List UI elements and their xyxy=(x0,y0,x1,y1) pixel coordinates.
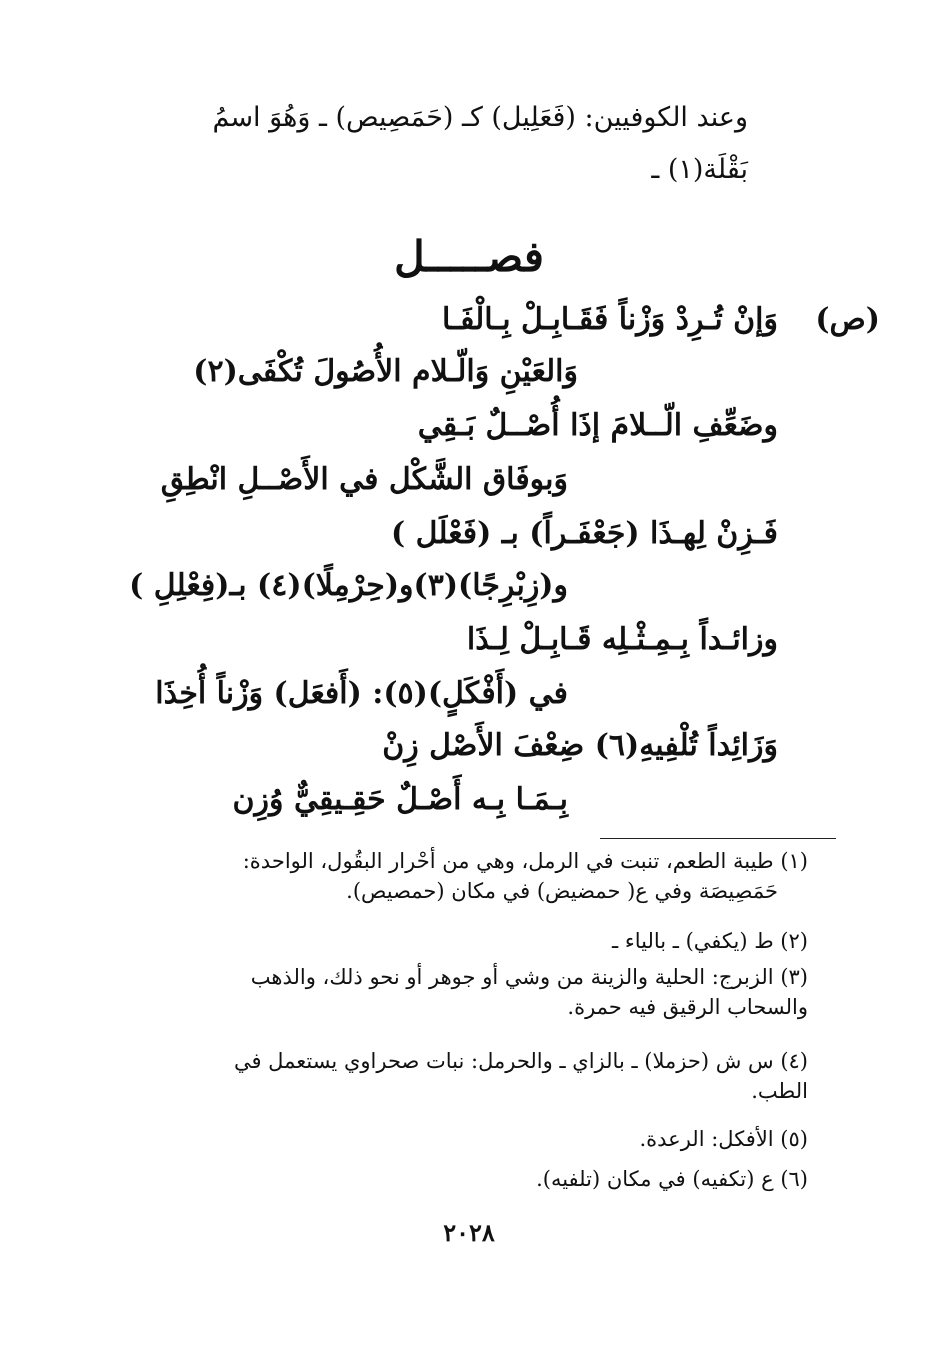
section-heading: فصـــــل xyxy=(394,232,544,281)
footnote-4-cont: الطب. xyxy=(751,1079,808,1103)
footnote-5-text: (٥) الأفكل: الرعدة. xyxy=(639,1127,808,1151)
footnote-2-text: (٢) ط (يكفي) ـ بالياء ـ xyxy=(612,929,808,953)
verse-line-6: و(زِبْرِجًا)(٣)و(حِرْمِلًا)(٤) بـ(فِعْلِلِ ) xyxy=(129,568,568,603)
verse-line-10: بِـمَـا بِـه أَصْـلٌ حَقِـيقِيٌّ وُزِن xyxy=(232,782,568,817)
verse-line-7: وزائـداً بِـمِـثْـلِه قَـابِـلْ لِـذَا xyxy=(466,622,778,657)
footnote-3-text: (٣) الزبرج: الحلية والزينة من وشي أو جوهر أو نحو ذلك، والذهب xyxy=(250,965,808,989)
verse-line-8: في (أَفْكَلٍ)(٥): (أَفعَل) وَزْناً أُخِذَا xyxy=(155,676,568,711)
footnote-3 xyxy=(140,962,808,1022)
footnote-1-cont: حَمَصِيصَة وفي ع( حمضيض) في مكان (حمصيص). xyxy=(346,879,778,903)
footnote-separator xyxy=(600,838,836,839)
footnote-6-text: (٦) ع (تكفيه) في مكان (تلفيه). xyxy=(536,1167,808,1191)
intro-line-2: بَقْلَة(١) ـ xyxy=(651,154,748,185)
footnote-4 xyxy=(140,1046,808,1106)
verse-line-1: وَإنْ تُـرِدْ وَزْناً فَقَـابِـلْ بِـالْفَـا xyxy=(442,302,778,337)
footnote-6 xyxy=(140,1164,808,1194)
intro-line-1: وعند الكوفيين: (فَعَلِيل) كـ (حَمَصِيص) ـ وَهُوَ اسمُ xyxy=(212,102,748,133)
footnote-1 xyxy=(140,846,808,906)
intro-paragraph xyxy=(140,92,748,196)
verse-line-4: وَبوفَاق الشَّكْل في الأَصْــلِ انْطِقِ xyxy=(160,462,568,497)
footnote-5 xyxy=(140,1124,808,1154)
verse-line-2: وَالعَيْنِ وَالّـلام الأُصُولَ تُكْفَى(٢) xyxy=(193,354,578,389)
footnote-3-cont: والسحاب الرقيق فيه حمرة. xyxy=(567,995,808,1019)
text-marker: (ص) xyxy=(815,302,880,337)
footnote-2 xyxy=(140,926,808,956)
page-number: ٢٠٢٨ xyxy=(443,1218,495,1247)
footnote-1-text: (١) طيبة الطعم، تنبت في الرمل، وهي من أحْرار البقُول، الواحدة: xyxy=(242,849,808,873)
footnote-4-text: (٤) س ش (حزملا) ـ بالزاي ـ والحرمل: نبات صحراوي يستعمل في xyxy=(233,1049,808,1073)
verse-line-9: وَزَائِداً تُلْفِيهِ(٦) ضِعْفَ الأَصْل زِنْ xyxy=(382,728,778,763)
verse-line-3: وضَعِّفِ الّــلامَ إذَا أُصْــلٌ بَـقِي xyxy=(417,408,778,443)
verse-line-5: فَـزِنْ لِهـذَا (جَعْفَـراً) بـ (فَعْلَل ) xyxy=(390,516,778,551)
